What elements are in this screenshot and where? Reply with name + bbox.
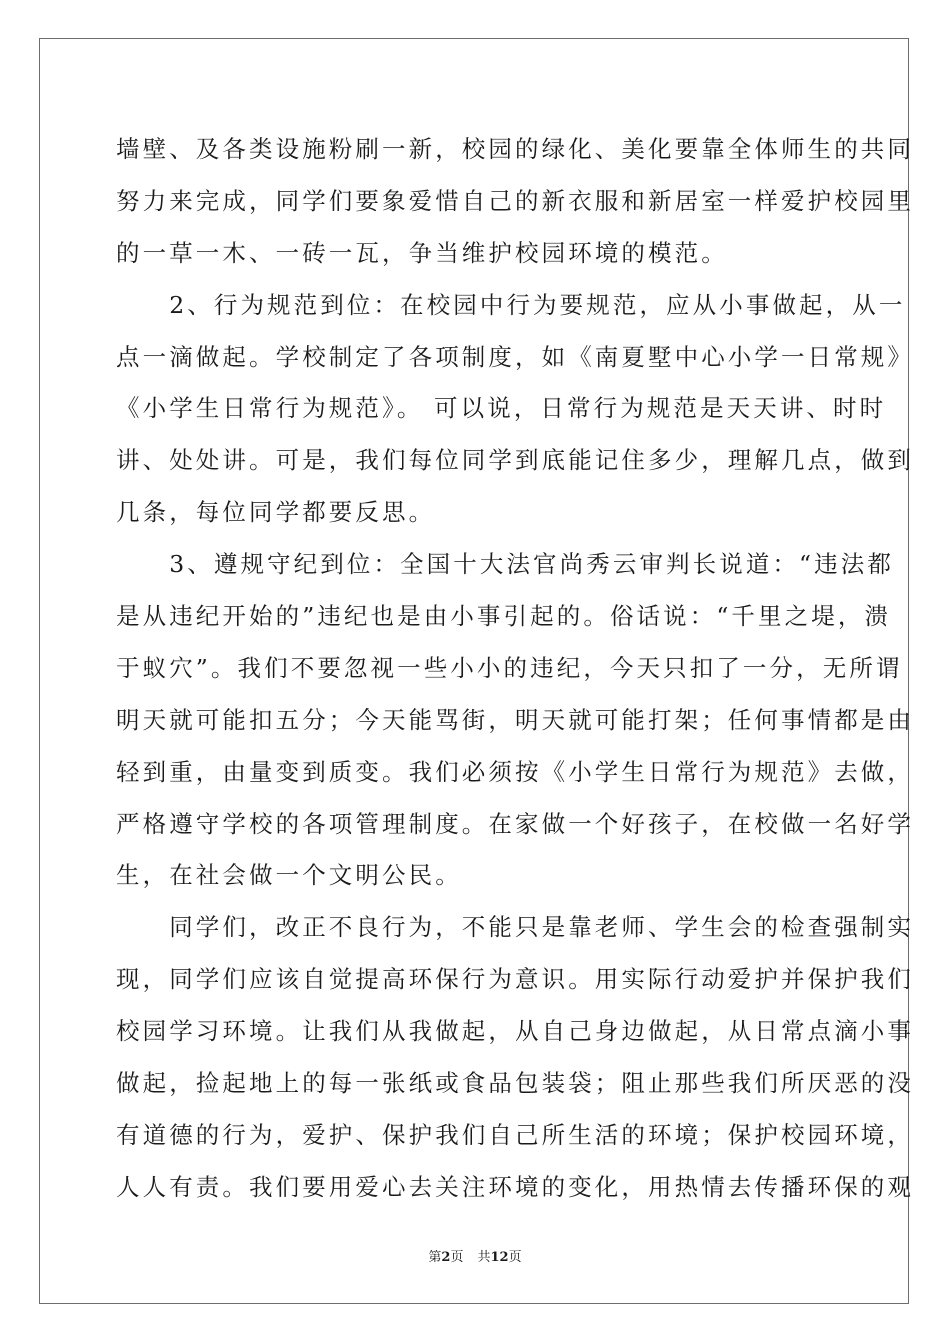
text-line: 同学们，改正不良行为，不能只是靠老师、学生会的检查强制实 — [116, 913, 914, 942]
text-line: 做起，捡起地上的每一张纸或食品包装袋；阻止那些我们所厌恶的没 — [116, 1069, 914, 1098]
text-line: 校园学习环境。让我们从我做起，从自己身边做起，从日常点滴小事 — [116, 1017, 914, 1046]
text-line: 几条，每位同学都要反思。 — [116, 498, 436, 527]
page-footer — [0, 1246, 950, 1265]
text-line: 墙壁、及各类设施粉刷一新，校园的绿化、美化要靠全体师生的共同 — [116, 135, 914, 163]
text-line: 《小学生日常行为规范》。 可以说，日常行为规范是天天讲、时时 — [116, 394, 887, 423]
text-line: 于蚁穴”。我们不要忽视一些小小的违纪，今天只扣了一分，无所谓 — [116, 653, 903, 682]
footer-total-prefix: 共 — [477, 1250, 491, 1265]
text-line: 是从违纪开始的”违纪也是由小事引起的。俗话说：“千里之堤，溃 — [116, 602, 892, 631]
text-line: 人人有责。我们要用爱心去关注环境的变化，用热情去传播环保的观 — [116, 1172, 914, 1201]
text-line: 轻到重，由量变到质变。我们必须按《小学生日常行为规范》去做， — [116, 757, 914, 786]
text-line: 现，同学们应该自觉提高环保行为意识。用实际行动爱护并保护我们 — [116, 965, 914, 994]
text-line: 严格遵守学校的各项管理制度。在家做一个好孩子，在校做一名好学 — [116, 809, 914, 838]
text-line: 有道德的行为，爱护、保护我们自己所生活的环境；保护校园环境， — [116, 1120, 914, 1149]
text-line: 点一滴做起。学校制定了各项制度，如《南夏墅中心小学一日常规》 — [116, 342, 914, 371]
text-line: 努力来完成，同学们要象爱惜自己的新衣服和新居室一样爱护校园里 — [116, 186, 914, 215]
text-line: 讲、处处讲。可是，我们每位同学到底能记住多少，理解几点，做到 — [116, 446, 914, 475]
footer-prefix: 第 — [428, 1250, 442, 1265]
text-line: 的一草一木、一砖一瓦，争当维护校园环境的模范。 — [116, 238, 728, 267]
text-line: 明天就可能扣五分；今天能骂街，明天就可能打架；任何事情都是由 — [116, 705, 914, 734]
text-line: 3、遵规守纪到位：全国十大法官尚秀云审判长说道：“违法都 — [116, 550, 894, 579]
footer-total-suffix: 页 — [508, 1250, 522, 1265]
current-page-number: 2 — [441, 1250, 451, 1265]
text-line: 2、行为规范到位：在校园中行为要规范，应从小事做起，从一 — [116, 290, 906, 319]
text-line: 生，在社会做一个文明公民。 — [116, 861, 462, 890]
footer-suffix: 页 — [450, 1250, 464, 1265]
total-page-count: 12 — [490, 1250, 509, 1265]
document-body — [116, 124, 914, 1214]
